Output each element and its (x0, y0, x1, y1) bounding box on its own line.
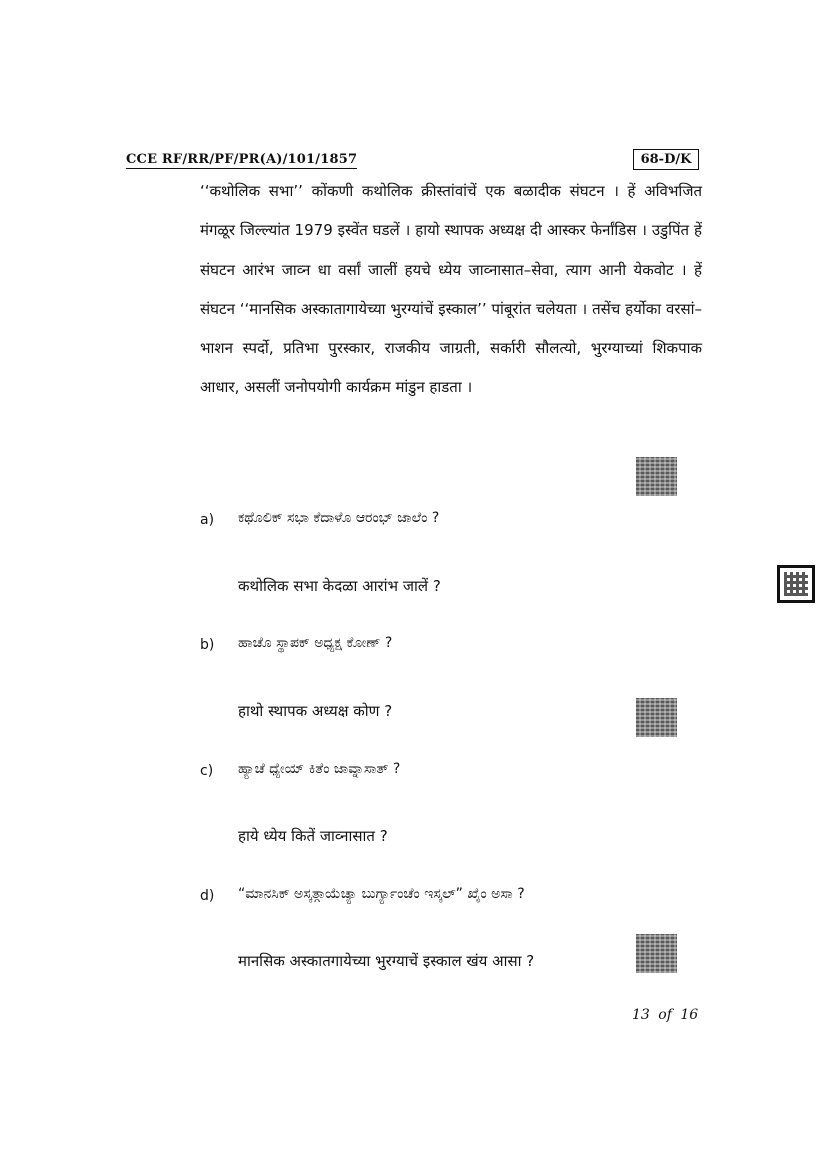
question-kannada: ಹ್ಯಾಚೆ ಧ್ಯೇಯ್ ಕಿತೆಂ ಜಾವ್ನಾಸಾತ್ ? (238, 761, 401, 777)
qr-code-icon (636, 698, 677, 737)
question-label: c) (200, 763, 214, 779)
passage (200, 172, 702, 408)
exam-code: CCE RF/RR/PF/PR(A)/101/1857 (126, 152, 358, 167)
question-label: b) (200, 637, 215, 653)
question-kannada: ಹಾಚೊ ಸ್ಥಾಪಕ್ ಅಧ್ಯಕ್ಷ ಕೋಣ್ ? (238, 635, 393, 651)
question-label: a) (200, 512, 215, 528)
page-number: 13 of 16 (632, 1007, 699, 1023)
passage-text: ‘‘कथोलिक सभा’’ कोंकणी कथोलिक क्रीस्तांवांचें एक बळादीक संघटन । हें अविभजित मंगळूर जिल्ल्यांत 1979 इस्वेंत घडलें । हायो स्थापक अध्यक्ष दी आस्कर फेर्नांडिस । उडुपिंत हें संघटन आरंभ जाव्न धा वर्सां जालीं हयचे ध्येय जाव्नासात–सेवा, त्याग आनी येकवोट । हें संघटन ‘‘मानसिक अस्कातागायेच्या भुरग्यांचें इस्काल’’ पांबूरांत चलेयता । तसेंच हर्योका वरसां–भाशन स्पर्दो, प्रतिभा पुरस्कार, राजकीय जाग्रती, सर्कारी सौलत्यो, भुरग्याच्यां शिकपाक आधार, असलीं जनोपयोगी कार्यक्रम मांडुन हाडता । (200, 182, 702, 397)
question-konkani: हाथो स्थापक अध्यक्ष कोण ? (238, 702, 393, 720)
question-konkani: मानसिक अस्कातगायेच्या भुरग्याचें इस्काल खंय आसा ? (238, 952, 535, 970)
paper-code: 68-D/K (633, 149, 699, 170)
qr-code-icon (636, 457, 677, 496)
qr-code-icon (777, 565, 815, 603)
qr-code-icon (636, 934, 677, 973)
question-kannada: ಕಥೊಲಿಕ್ ಸಭಾ ಕೆದಾಳೊ ಆರಂಭ್ ಜಾಲೆಂ ? (238, 510, 440, 526)
question-konkani: हाये ध्येय कितें जाव्नासात ? (238, 827, 388, 845)
question-kannada: “ಮಾನಸಿಕ್ ಅಸ್ಕತ್ಗಾಯೆಚ್ಯಾ ಬುರ್ಗ್ಯಾಂಚೆಂ ಇಸ್ಕಲ್” ಖೈಂ ಅಸಾ ? (238, 886, 525, 902)
question-konkani: कथोलिक सभा केदळा आरांभ जालें ? (238, 577, 441, 595)
question-label: d) (200, 888, 215, 904)
